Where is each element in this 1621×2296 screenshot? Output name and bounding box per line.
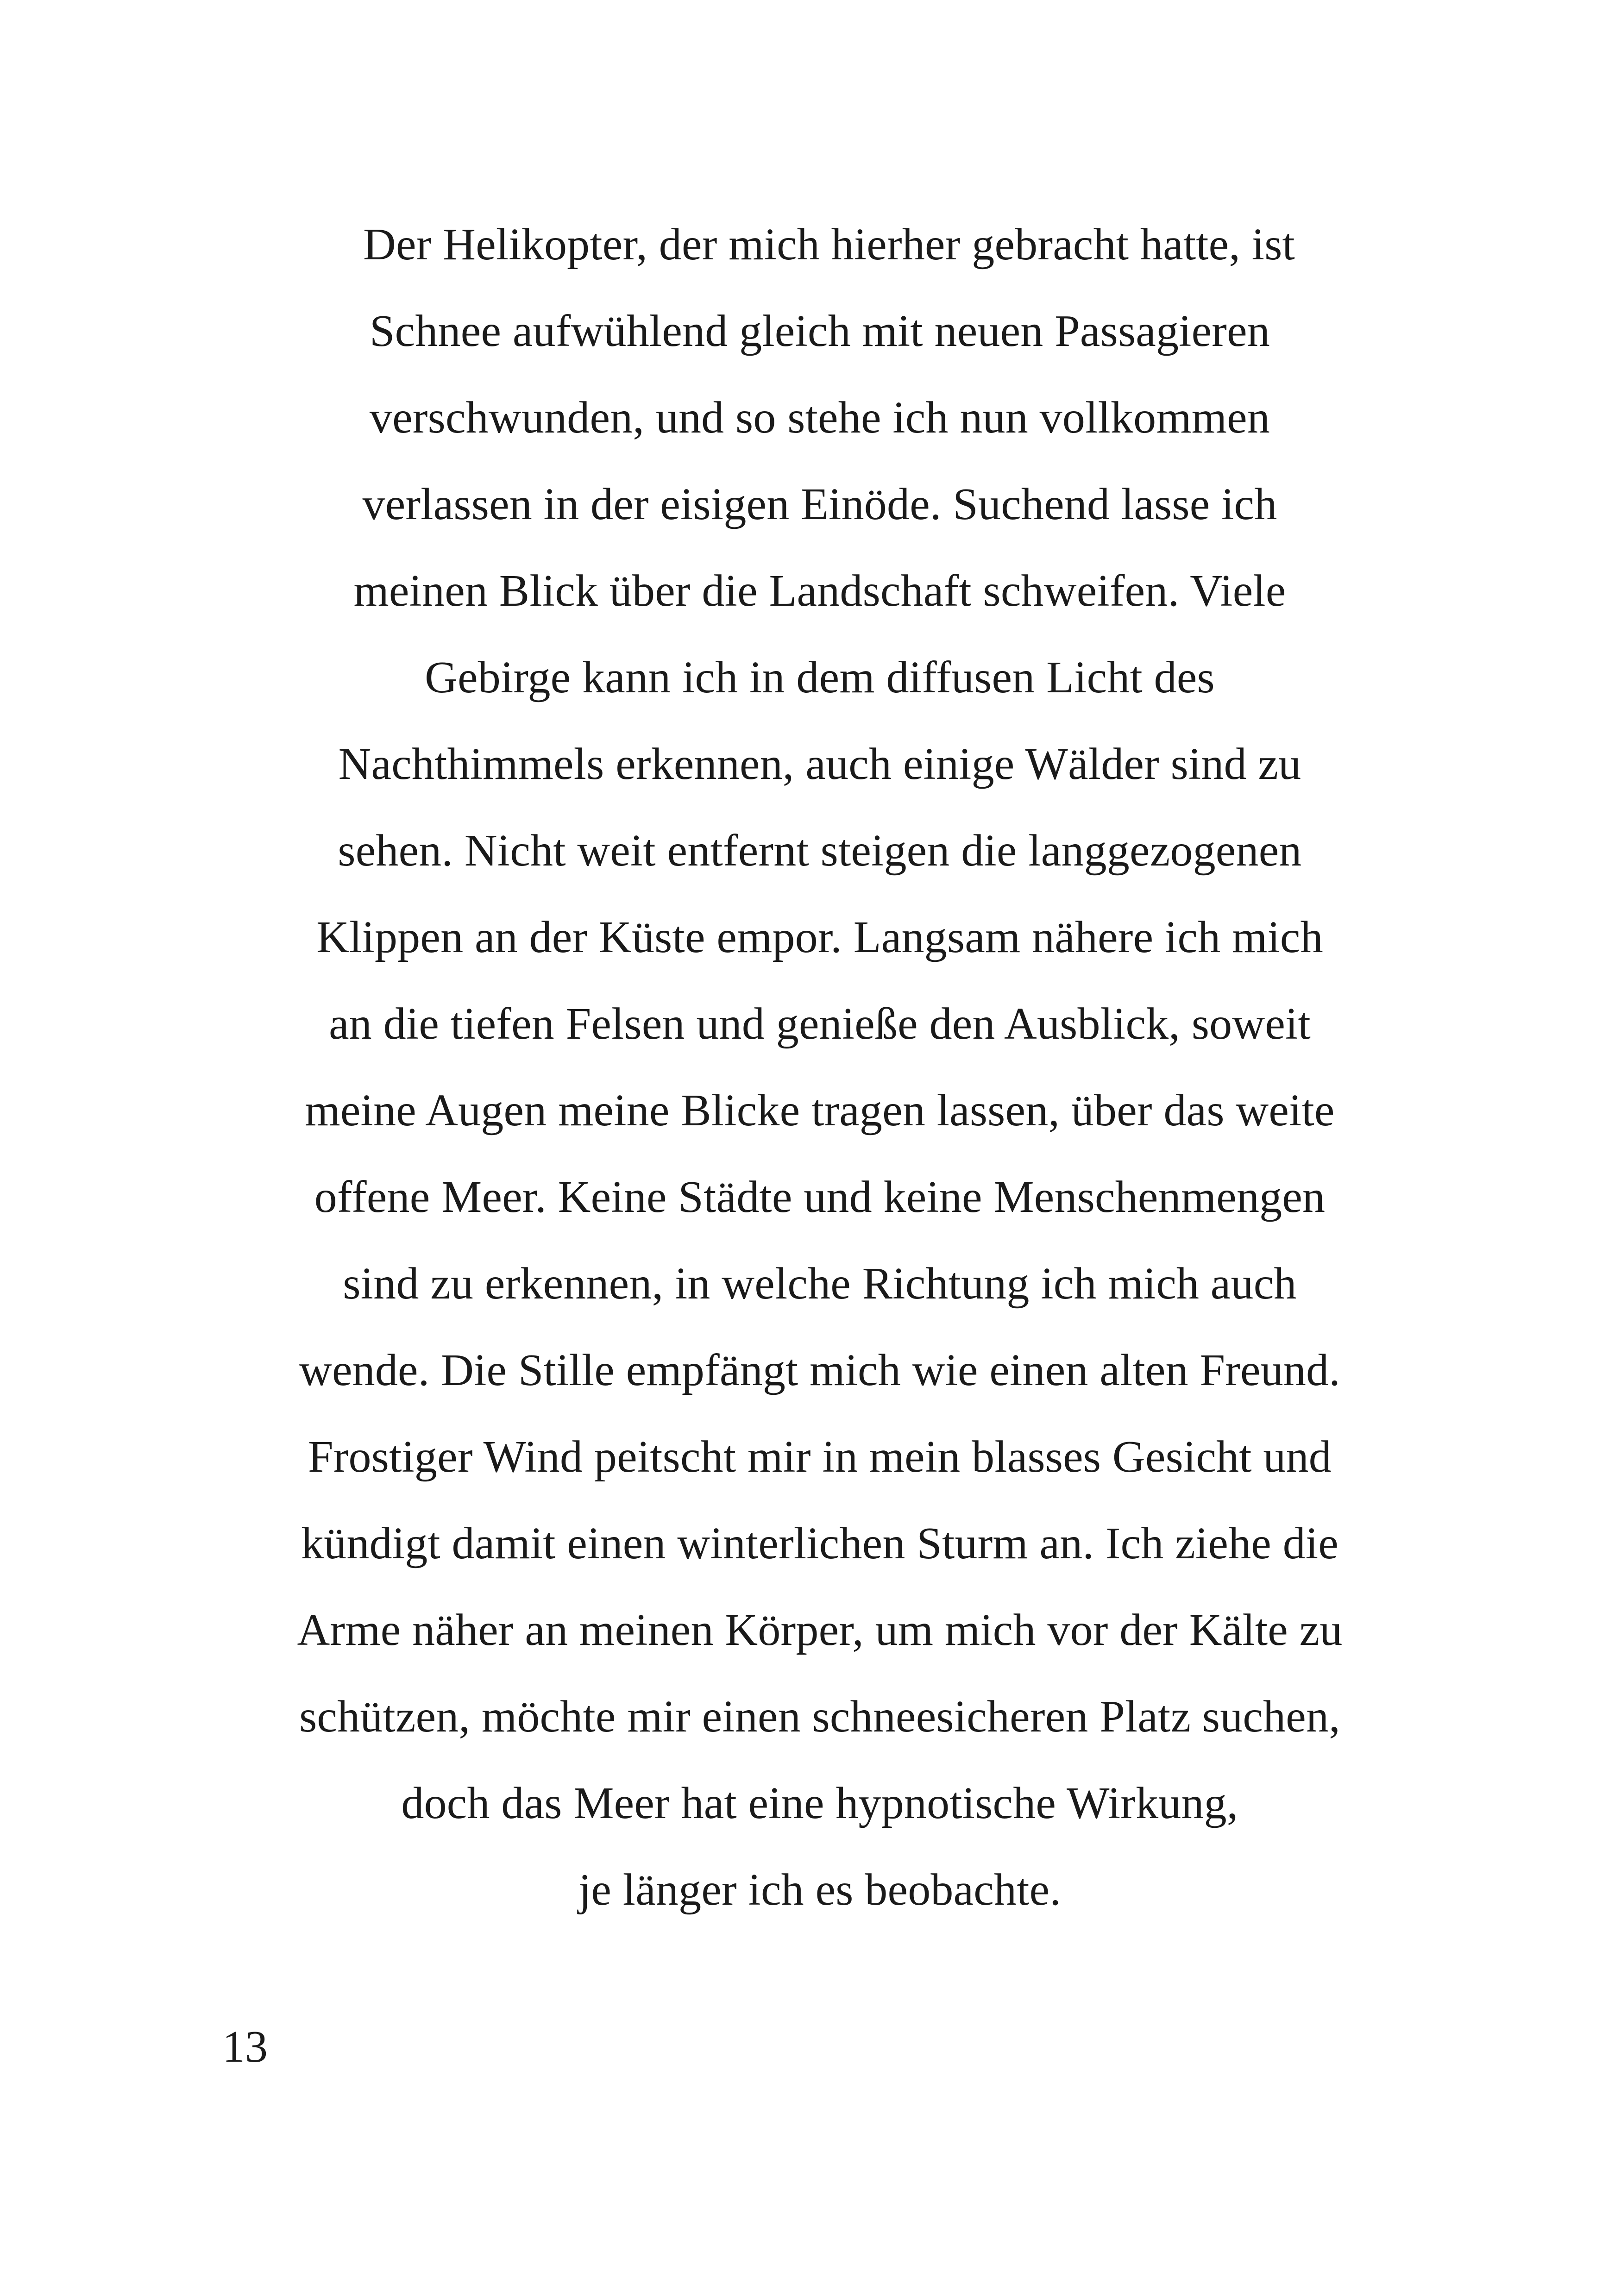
text-line: meinen Blick über die Landschaft schweifen. Viele bbox=[353, 566, 1286, 616]
text-line: Der Helikopter, der mich hierher gebracht hatte, ist bbox=[363, 220, 1295, 270]
text-line: verlassen in der eisigen Einöde. Suchend lasse ich bbox=[362, 479, 1277, 529]
text-line: offene Meer. Keine Städte und keine Menschenmengen bbox=[314, 1172, 1326, 1222]
text-line: schützen, möchte mir einen schneesicheren Platz suchen, bbox=[299, 1692, 1340, 1742]
text-line: Klippen an der Küste empor. Langsam nähere ich mich bbox=[316, 912, 1323, 962]
text-line: wende. Die Stille empfängt mich wie einen alten Freund. bbox=[299, 1345, 1340, 1395]
text-line: je länger ich es beobachte. bbox=[578, 1865, 1062, 1915]
text-line: Schnee aufwühlend gleich mit neuen Passagieren bbox=[369, 306, 1270, 356]
text-line: meine Augen meine Blicke tragen lassen, über das weite bbox=[305, 1085, 1335, 1135]
text-line: an die tiefen Felsen und genieße den Ausblick, soweit bbox=[329, 999, 1311, 1049]
text-line: Gebirge kann ich in dem diffusen Licht des bbox=[425, 652, 1215, 703]
text-line: sehen. Nicht weit entfernt steigen die langgezogenen bbox=[338, 826, 1302, 876]
text-line: doch das Meer hat eine hypnotische Wirkung, bbox=[401, 1778, 1238, 1828]
text-line: kündigt damit einen winterlichen Sturm an. Ich ziehe die bbox=[301, 1518, 1339, 1568]
text-line: Frostiger Wind peitscht mir in mein blasses Gesicht und bbox=[308, 1432, 1332, 1482]
text-line: verschwunden, und so stehe ich nun vollkommen bbox=[369, 393, 1270, 443]
text-line: Arme näher an meinen Körper, um mich vor der Kälte zu bbox=[297, 1605, 1343, 1655]
page-number: 13 bbox=[222, 2022, 268, 2072]
text-line: sind zu erkennen, in welche Richtung ich mich auch bbox=[343, 1259, 1297, 1309]
text-line: Nachthimmels erkennen, auch einige Wälder sind zu bbox=[338, 739, 1301, 789]
body-text bbox=[195, 201, 1445, 1933]
